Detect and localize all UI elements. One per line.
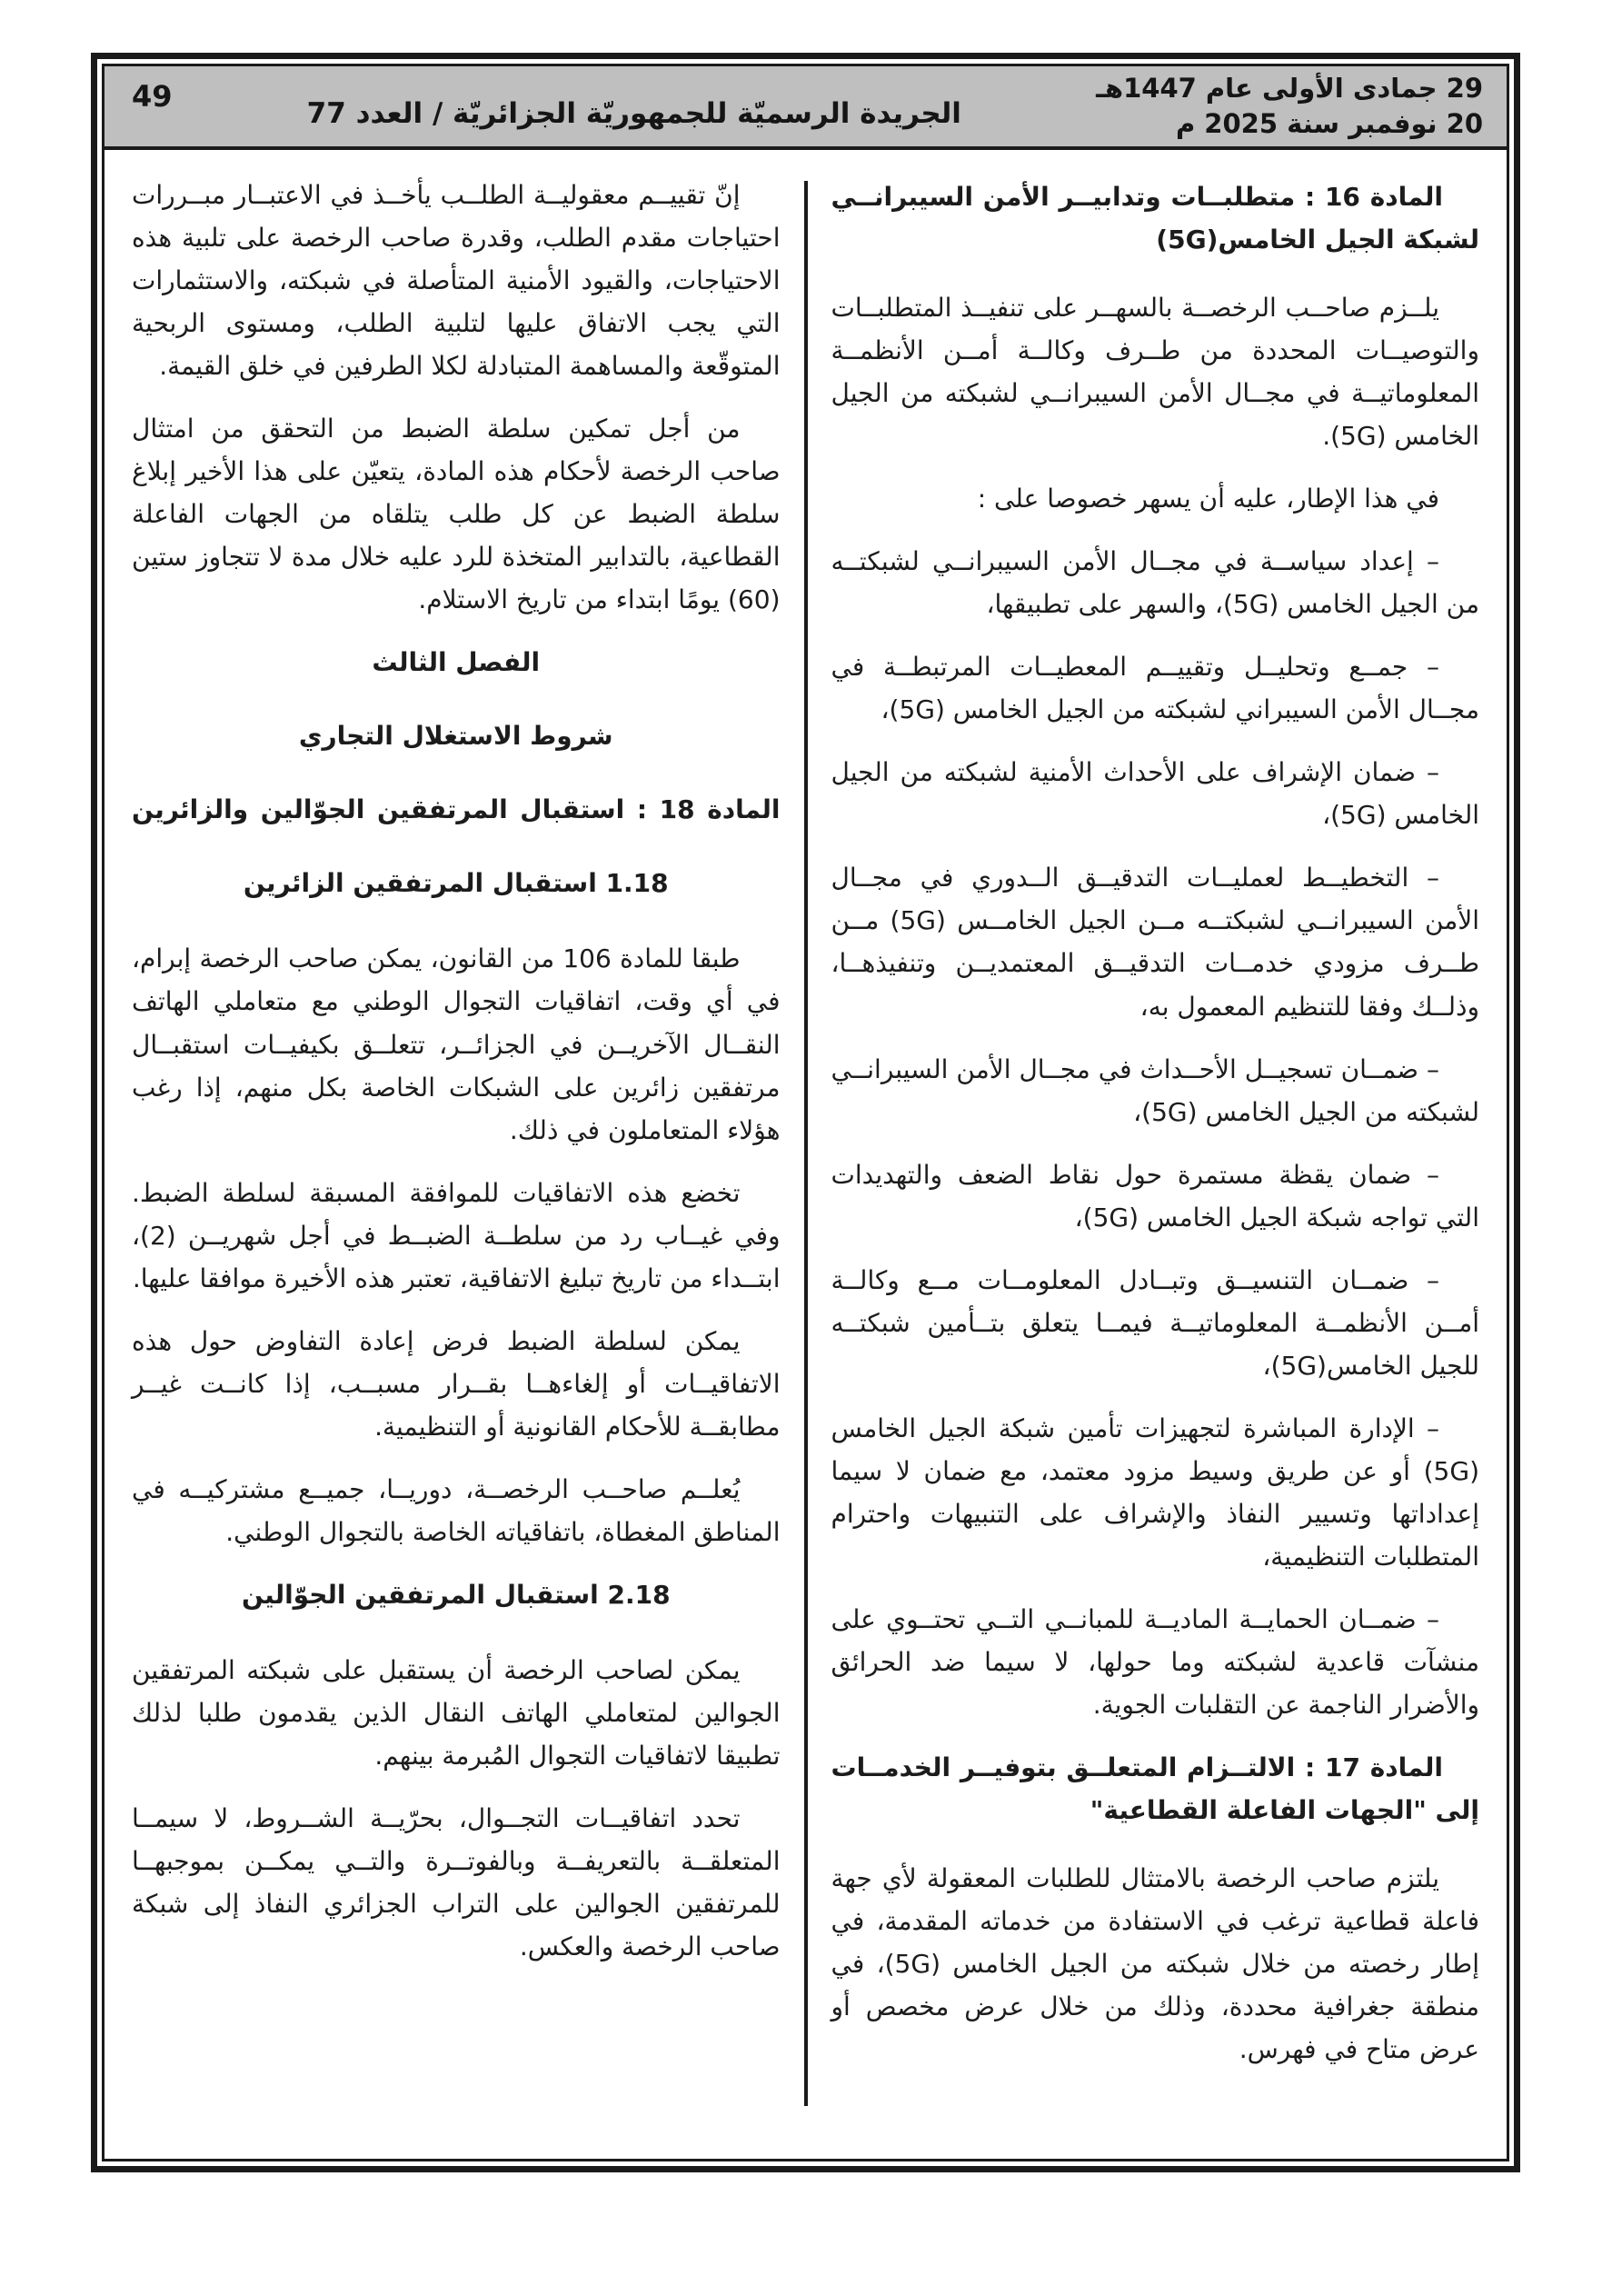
article-16-heading: المادة 16 : متطلبــات وتدابيــر الأمن السيبرانــي لشبكة الجيل الخامس(5G) <box>831 182 1479 255</box>
bullet-item: – ضمــان التنسيــق وتبــادل المعلومــات مــع وكالــة أمــن الأنظمــة المعلوماتيــة فيمــا يتعلق بتــأمين شبكتــه للجيل الخامس(5G)، <box>831 1264 1479 1381</box>
roaming-legal-paragraph: طبقا للمادة 106 من القانون، يمكن صاحب الرخصة إبرام، في أي وقت، اتفاقيات التجوال الوطني مع متعاملي الهاتف النقــال الآخريــن في الجزائــر، تتعلــق بكيفيــات استقبــال مرتفقين زائرين على الشبكات الخاصة بكل منهم، إذا رغب هؤلاء المتعاملون في ذلك. <box>132 943 781 1145</box>
body-columns <box>104 150 1507 2159</box>
bullet-item: – ضمــان الحمايــة الماديــة للمبانــي التــي تحتــوي على منشآت قاعدية لشبكته وما حولها، لا سيما ضد الحرائق والأضرار الناجمة عن التقلبات الجوية. <box>831 1603 1479 1720</box>
article-18-heading: المادة 18 : استقبال المرتفقين الجوّالين والزائرين <box>132 794 781 825</box>
approval-paragraph: تخضع هذه الاتفاقيات للموافقة المسبقة لسلطة الضبط. وفي غيــاب رد من سلطــة الضبــط في أجل شهريــن (2)، ابتــداء من تاريخ تبليغ الاتفاقية، تعتبر هذه الأخيرة موافقا عليها. <box>132 1177 781 1293</box>
subscriber-information-paragraph: يُعلــم صاحــب الرخصــة، دوريــا، جميــع مشتركيــه في المناطق المغطاة، باتفاقياته الخاصة بالتجوال الوطني. <box>132 1473 781 1547</box>
page-number: 49 <box>132 79 173 114</box>
bullet-item: – جمــع وتحليــل وتقييــم المعطيــات المرتبطــة في مجــال الأمن السيبراني لشبكته من الجيل الخامس (5G)، <box>831 652 1479 725</box>
masthead-dates <box>1096 70 1483 143</box>
article-16-intro-paragraph: يلــزم صاحــب الرخصــة بالسهــر على تنفيــذ المتطلبــات والتوصيــات المحددة من طــرف وكالــة أمــن الأنظمــة المعلوماتيــة في مجــال الأمن السيبرانــي لشبكته من الجيل الخامس (5G). <box>831 293 1479 452</box>
bullet-item: – ضمان يقظة مستمرة حول نقاط الضعف والتهديدات التي تواجه شبكة الجيل الخامس (5G)، <box>831 1159 1479 1233</box>
article-17-heading: المادة 17 : الالتــزام المتعلــق بتوفيــر الخدمــات إلى "الجهات الفاعلة القطاعية" <box>831 1752 1479 1825</box>
column-left <box>123 174 790 2159</box>
assessment-paragraph: إنّ تقييــم معقوليــة الطلــب يأخــذ في الاعتبــار مبــررات احتياجات مقدم الطلب، وقدرة صاحب الرخصة على تلبية هذه الاحتياجات، والقيود الأمنية المتأصلة في شبكته، والاستثمارات التي يجب الاتفاق عليها لتلبية الطلب، ومستوى الربحية المتوقّعة والمساهمة المتبادلة لكلا الطرفين في خلق القيمة. <box>132 180 781 382</box>
tariff-terms-paragraph: تحدد اتفاقيــات التجــوال، بحرّيــة الشــروط، لا سيمــا المتعلقــة بالتعريفــة وبالفوتــرة والتــي يمكــن بموجبهــا للمرتفقين الجوالين على التراب الجزائري النفاذ إلى شبكة صاحب الرخصة والعكس. <box>132 1802 781 1962</box>
bullet-item: – الإدارة المباشرة لتجهيزات تأمين شبكة الجيل الخامس (5G) أو عن طريق وسيط مزود معتمد، مع ضمان لا سيما إعداداتها وتسيير النفاذ والإشراف على التنبيهات واحترام المتطلبات التنظيمية، <box>831 1413 1479 1572</box>
masthead <box>104 66 1507 150</box>
page-frame <box>91 53 1520 2172</box>
framework-line: في هذا الإطار، عليه أن يسهر خصوصا على : <box>977 484 1439 514</box>
bullet-item: – ضمان الإشراف على الأحداث الأمنية لشبكته من الجيل الخامس (5G)، <box>831 757 1479 831</box>
section-18-1-heading: 1.18 استقبال المرتفقين الزائرين <box>243 868 669 899</box>
column-divider-rule <box>804 181 808 2106</box>
date-hijri: 29 جمادى الأولى عام 1447هـ <box>1096 72 1483 104</box>
page-inner-frame <box>102 64 1509 2161</box>
hosting-paragraph: يمكن لصاحب الرخصة أن يستقبل على شبكته المرتفقين الجوالين لمتعاملي الهاتف النقال الذين يقدمون طلبا لذلك تطبيقا لاتفاقيات التجوال المُبرمة بينهم. <box>132 1654 781 1771</box>
notification-paragraph: من أجل تمكين سلطة الضبط من التحقق من امتثال صاحب الرخصة لأحكام هذه المادة، يتعيّن على هذا الأخير إبلاغ سلطة الضبط عن كل طلب يتلقاه من الجهات الفاعلة القطاعية، بالتدابير المتخذة للرد عليه خلال مدة لا تتجاوز ستين (60) يومًا ابتداء من تاريخ الاستلام. <box>132 414 781 615</box>
bullet-item: – ضمــان تسجيــل الأحــداث في مجــال الأمن السيبرانــي لشبكته من الجيل الخامس (5G)، <box>831 1053 1479 1127</box>
bullet-item: – التخطيــط لعمليــات التدقيــق الــدوري في مجــال الأمن السيبرانــي لشبكتــه مــن الجيل الخامــس (5G) مــن طــرف مزودي خدمــات التدقيــق المعتمديــن وتنفيذهــا، وذلــك وفقا للتنظيم المعمول به، <box>831 863 1480 1022</box>
chapter-3-subheading: شروط الاستغلال التجاري <box>298 721 613 752</box>
renegotiation-paragraph: يمكن لسلطة الضبط فرض إعادة التفاوض حول هذه الاتفاقيــات أو إلغاءهــا بقــرار مسبــب، إذا كانــت غيــر مطابقــة للأحكام القانونية أو التنظيمية. <box>132 1325 781 1442</box>
date-gregorian: 20 نوفمبر سنة 2025 م <box>1175 108 1483 139</box>
bullet-item: – إعداد سياســة في مجــال الأمن السيبرانــي لشبكتــه من الجيل الخامس (5G)، والسهر على تطبيقها، <box>831 546 1479 620</box>
journal-title: الجريدة الرسميّة للجمهوريّة الجزائريّة / العدد 77 <box>306 97 961 130</box>
article-17-paragraph: يلتزم صاحب الرخصة بالامتثال للطلبات المعقولة لأي جهة فاعلة قطاعية ترغب في الاستفادة من خدماته المقدمة، في إطار رخصته من خلال شبكته من الجيل الخامس (5G)، في منطقة جغرافية محددة، وذلك من خلال عرض مخصص أو عرض متاح في فهرس. <box>831 1863 1479 2065</box>
chapter-3-heading: الفصل الثالث <box>372 647 541 678</box>
column-right <box>822 174 1489 2159</box>
section-18-2-heading: 2.18 استقبال المرتفقين الجوّالين <box>241 1579 671 1610</box>
